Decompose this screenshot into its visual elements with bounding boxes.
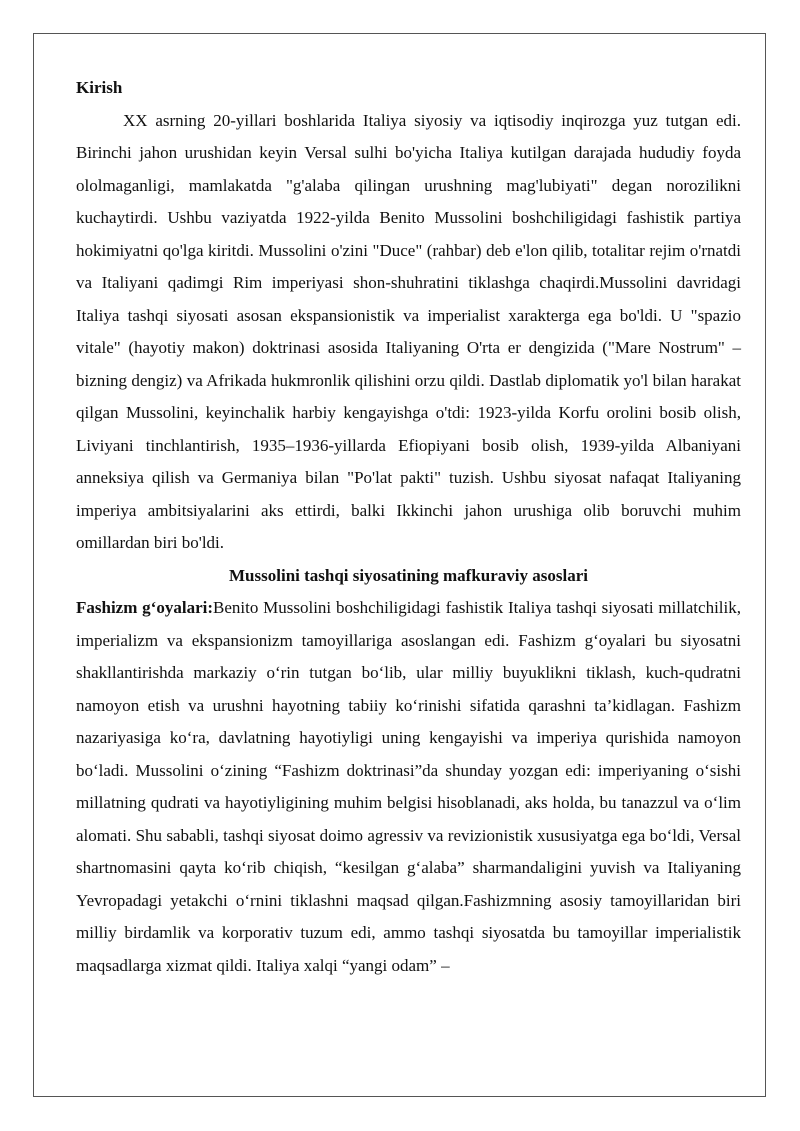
section-lead: Fashizm g‘oyalari: [76, 598, 213, 617]
intro-paragraph: XX asrning 20-yillari boshlarida Italiya siyosiy va iqtisodiy inqirozga yuz tutgan edi. Birinchi jahon urushidan keyin Versal sulhi bo'yicha Italiya kutilgan darajada hududiy foyda ololmaganligi, mamlakatda "g'alaba qilingan urushning mag'lubiyati" degan norozilikni kuchaytirdi. Ushbu vaziyatda 1922-yilda Benito Mussolini boshchiligidagi fashistik partiya hokimiyatni qo'lga kiritdi. Mussolini o'zini "Duce" (rahbar) deb e'lon qilib, totalitar rejim o'rnatdi va Italiyani qadimgi Rim imperiyasi shon-shuhratini tiklashga chaqirdi.Mussolini davridagi Italiya tashqi siyosati asosan ekspansionistik va imperialist xarakterga ega bo'ldi. U "spazio vitale" (hayotiy makon) doktrinasi asosida Italiyaning O'rta er dengizida ("Mare Nostrum" – bizning dengiz) va Afrikada hukmronlik qilishini orzu qildi. Dastlab diplomatik yo'l bilan harakat qilgan Mussolini, keyinchalik harbiy kengayishga o'tdi: 1923-yilda Korfu orolini bosib olish, Liviyani tinchlantirish, 1935–1936-yillarda Efiopiyani bosib olish, 1939-yilda Albaniyani anneksiya qilish va Germaniya bilan "Po'lat pakti" tuzish. Ushbu siyosat nafaqat Italiyaning imperiya ambitsiyalarini aks ettirdi, balki Ikkinchi jahon urushiga olib boruvchi muhim omillardan biri bo'ldi. [76, 110, 741, 552]
section-paragraph [76, 592, 741, 982]
section-title: Mussolini tashqi siyosatining mafkuraviy asoslari [229, 565, 588, 585]
intro-heading: Kirish [76, 78, 123, 97]
document-body [76, 72, 741, 982]
section-paragraph-text: Benito Mussolini boshchiligidagi fashistik Italiya tashqi siyosati millatchilik, imperializm va ekspansionizm tamoyillariga asoslangan edi. Fashizm g‘oyalari bu siyosatni shakllantirishda markaziy o‘rin tutgan bo‘lib, ular milliy buyuklikni tiklash, kuch-qudratni namoyon etish va urushni hayotning tabiiy ko‘rinishi sifatida qarashni ta’kidlagan. Fashizm nazariyasiga ko‘ra, davlatning hayotiyligi uning kengayishi va imperiya qurishida namoyon bo‘ladi. Mussolini o‘zining “Fashizm doktrinasi”da shunday yozgan edi: imperiyaning o‘sishi millatning qudrati va hayotiyligining muhim belgisi hisoblanadi, aks holda, bu tanazzul va o‘lim alomati. Shu sababli, tashqi siyosat doimo agressiv va revizionistik xususiyatga ega bo‘ldi, Versal shartnomasini qayta ko‘rib chiqish, “kesilgan g‘alaba” sharmandaligini yuvish va Italiyaning Yevropadagi yetakchi o‘rnini tiklashni maqsad qilgan.Fashizmning asosiy tamoyillaridan biri milliy birdamlik va korporativ tuzum edi, ammo tashqi siyosatda bu tamoyillar imperialistik maqsadlarga xizmat qildi. Italiya xalqi “yangi odam” – [76, 598, 741, 975]
